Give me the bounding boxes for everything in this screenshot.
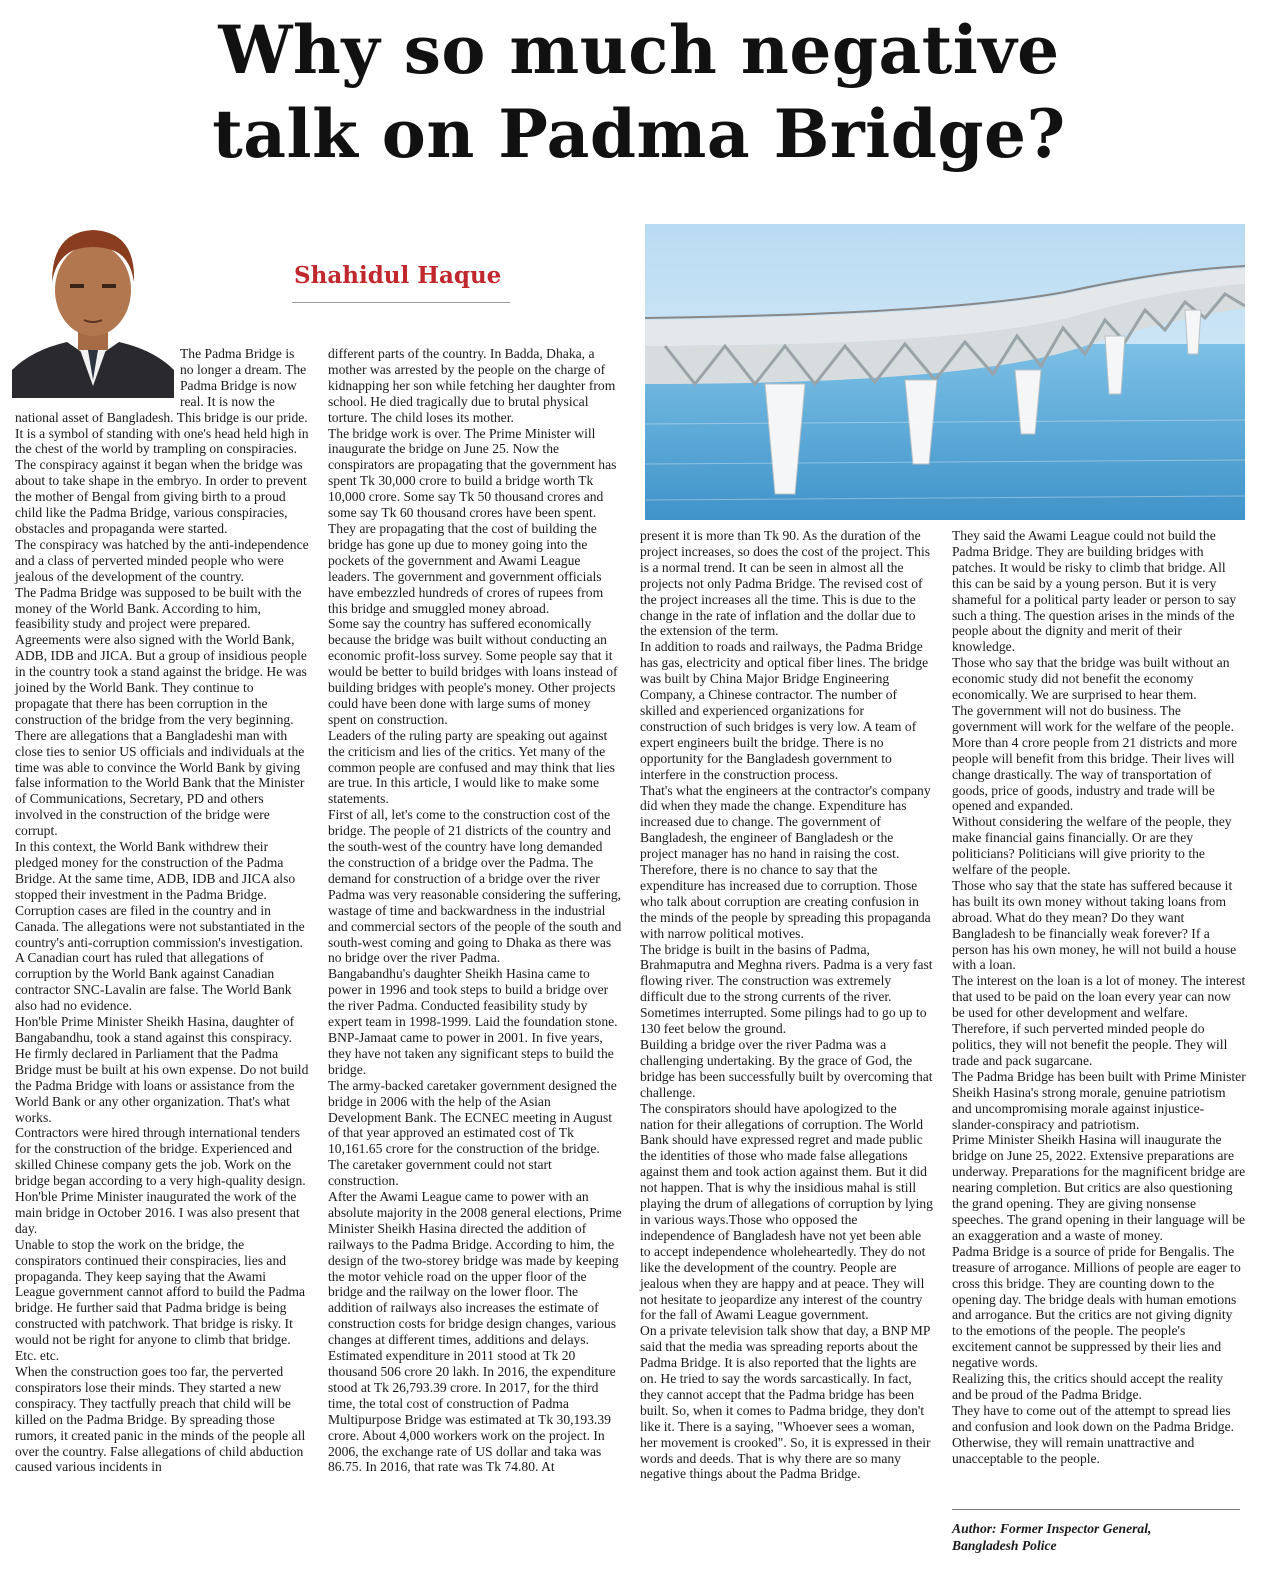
paragraph: Those who say that the state has suffered because it has built its own money without taking loans from abroad. What do they mean? Do they want Bangladesh to be financially weak forever? If a person has his own money, he will not build a house with a loan. [952,877,1237,973]
photo-wrap-spacer [15,346,180,398]
article-column-1 [15,346,309,1475]
paragraph: different parts of the country. In Badda, Dhaka, a mother was arrested by the people on the charge of kidnapping her son while fetching her daughter from school. He died tragically due to brutal physical torture. The child loses its mother. [328,346,616,425]
paragraph: There are allegations that a Bangladeshi man with close ties to senior US officials and individuals at the time was able to convince the World Bank by giving false information to the World Bank that the Minister of Communications, Secretary, PD and others involved in the construction of the bridge were corrupt. [15,727,305,839]
article-column-2 [328,346,622,1475]
headline-line-1: Why so much negative [218,11,1060,89]
paragraph: present it is more than Tk 90. As the duration of the project increases, so does the cost of the project. This is a normal trend. It can be seen in almost all the projects not only Padma Bridge. The revised cost of the project increases all the time. This is due to the change in the rate of inflation and the dollar due to the extension of the term. [640,528,931,639]
paragraph: Hon'ble Prime Minister Sheikh Hasina, daughter of Bangabandhu, took a stand against this conspiracy. He firmly declared in Parliament that the Padma Bridge must be built at his own expense. Do not build the Padma Bridge with loans or assistance from the World Bank or any other organization. That's what works. [15,1014,309,1125]
paragraph: The bridge is built in the basins of Padma, Brahmaputra and Meghna rivers. Padma is a very fast flowing river. The construction was extremely difficult due to the strong currents of the river. Sometimes interrupted. Some pilings had to go up to 130 feet below the ground. [640,941,933,1037]
article-column-3 [640,528,934,1482]
byline-divider [292,302,510,303]
paragraph: In this context, the World Bank withdrew their pledged money for the construction of the Padma Bridge. At the same time, ADB, IDB and JICA also stopped their investment in the Padma Bridge. Corruption cases are filed in the country and in Canada. The allegations were not substantiated in the country's anti-corruption commission's investigation. A Canadian court has ruled that allegations of corruption by the World Bank against Canadian contractor SNC-Lavalin are false. The World Bank also had no evidence. [15,839,305,1014]
paragraph: When the construction goes too far, the perverted conspirators lose their minds. They started a new conspiracy. They tactfully preach that child will be killed on the Padma Bridge. By spreading those rumors, it created panic in the minds of the people all over the country. False allegations of child abduction caused various incidents in [15,1364,306,1475]
paragraph: The bridge work is over. The Prime Minister will inaugurate the bridge on June 25. Now the conspirators are propagating that the government has spent Tk 30,000 crore to build a bridge worth Tk 10,000 crore. Some say Tk 50 thousand crores and some say Tk 60 thousand crores have been spent. They are propagating that the cost of building the bridge has gone up due to money going into the pockets of the government and Awami League leaders. The government and government officials have embezzled hundreds of crores of rupees from this bridge and smuggled money abroad. [328,425,617,616]
paragraph: That's what the engineers at the contractor's company did when they made the change. Expenditure has increased due to change. The government of Bangladesh, the engineer of Bangladesh or the project manager has no hand in raising the cost. Therefore, there is no chance to say that the expenditure has increased due to corruption. Those who talk about corruption are creating confusion in the minds of the people by spreading this propaganda with narrow political motives. [640,782,931,941]
paragraph: On a private television talk show that day, a BNP MP said that the media was spreading reports about the Padma Bridge. It is also reported that the lights are on. He tried to say the words sarcastically. In fact, they cannot accept that the Padma bridge has been built. So, when it comes to Padma bridge, they don't like it. There is a saying, "Whoever sees a woman, her movement is crooked". So, it is expressed in their words and deeds. That is why there are so many negative things about the Padma Bridge. [640,1323,931,1482]
paragraph: Bangabandhu's daughter Sheikh Hasina came to power in 1996 and took steps to build a bridge over the river Padma. Conducted feasibility study by expert team in 1998-1999. Laid the foundation stone. BNP-Jamaat came to power in 2001. In five years, they have not taken any significant steps to build the bridge. [328,966,618,1077]
author-note [952,1520,1252,1554]
paragraph: Hon'ble Prime Minister inaugurated the work of the main bridge in October 2016. I was also present that day. [15,1189,300,1236]
paragraph: Realizing this, the critics should accept the reality and be proud of the Padma Bridge. [952,1371,1224,1402]
paragraph: The Padma Bridge has been built with Prime Minister Sheikh Hasina's strong morale, genuine patriotism and uncompromising morale against injustice-slander-conspiracy and patriotism. [952,1068,1246,1132]
paragraph: First of all, let's come to the construction cost of the bridge. The people of 21 districts of the country and the south-west of the country have long demanded the construction of a bridge over the Padma. The demand for construction of a bridge over the river Padma was very reasonable considering the suffering, wastage of time and backwardness in the industrial and commercial sectors of the people of the south and south-west coming and going to Dhaka as there was no bridge over the river Padma. [328,807,622,966]
paragraph: They have to come out of the attempt to spread lies and confusion and look down on the Padma Bridge. Otherwise, they will remain unattractive and unacceptable to the people. [952,1402,1235,1466]
paragraph: Some say the country has suffered economically because the bridge was built without conducting an economic profit-loss survey. Some people say that it would be better to build bridges with loans instead of building bridges with people's money. Other projects could have been done with large sums of money spent on construction. [328,616,618,727]
headline [0,8,1278,176]
paragraph: Unable to stop the work on the bridge, the conspirators continued their conspiracies, lies and propaganda. They keep saying that the Awami League government cannot afford to build the Padma bridge. He further said that Padma bridge is being constructed with patchwork. That bridge is risky. It would not be right for anyone to climb that bridge. Etc. etc. [15,1236,306,1364]
paragraph: Building a bridge over the river Padma was a challenging undertaking. By the grace of God, the bridge has been successfully built by overcoming that challenge. [640,1037,933,1100]
paragraph: In addition to roads and railways, the Padma Bridge has gas, electricity and optical fiber lines. The bridge was built by China Major Bridge Engineering Company, a Chinese contractor. The number of skilled and experienced organizations for construction of such bridges is very low. A team of expert engineers built the bridge. There is no opportunity for the Bangladesh government to interfere in the construction process. [640,639,929,782]
paragraph: The conspirators should have apologized to the nation for their allegations of corruption. The World Bank should have expressed regret and made public the identities of those who made false allegations against them and took action against them. But it did not happen. That is why the insidious mahal is still playing the drum of allegations of corruption by lying in various ways.Those who opposed the independence of Bangladesh have not yet been able to accept independence wholeheartedly. They do not like the development of the country. People are jealous when they are happy and at peace. They will not hesitate to jeopardize any interest of the country for the fall of Awami League government. [640,1100,933,1323]
author-note-line-2: Bangladesh Police [952,1538,1057,1553]
padma-bridge-photo [645,224,1245,520]
paragraph: The Padma Bridge was supposed to be built with the money of the World Bank. According to him, feasibility study and project were prepared. Agreements were also signed with the World Bank, ADB, IDB and JICA. But a group of insidious people in the country took a stand against the bridge. He was joined by the World Bank. They continue to propagate that there has been corruption in the construction of the bridge from the very beginning. [15,584,307,727]
paragraph: Those who say that the bridge was built without an economic study did not benefit the economy economically. We are surprised to hear them. [952,655,1230,703]
paragraph: Without considering the welfare of the people, they make financial gains financially. Or are they politicians? Politicians will give priority to the welfare of the people. [952,814,1232,878]
headline-line-2: talk on Padma Bridge? [212,95,1066,173]
paragraph: The conspiracy was hatched by the anti-independence and a class of perverted minded people who were jealous of the development of the country. [15,536,309,584]
article-column-4 [952,528,1246,1466]
byline: Shahidul Haque [294,262,502,289]
paragraph: Prime Minister Sheikh Hasina will inaugurate the bridge on June 25, 2022. Extensive preparations are underway. Preparations for the magnificent bridge are nearing completion. But critics are also questioning the grand opening. They are giving nonsense speeches. The grand opening in their language will be an exaggeration and a waste of money. [952,1132,1246,1243]
paragraph: The army-backed caretaker government designed the bridge in 2006 with the help of the Asian Development Bank. The ECNEC meeting in August of that year approved an estimated cost of Tk 10,161.65 crore for the construction of the bridge. The caretaker government could not start construction. [328,1077,617,1189]
paragraph: Contractors were hired through international tenders for the construction of the bridge. Experienced and skilled Chinese company gets the job. Work on the bridge began according to a very high-quality design. [15,1125,306,1189]
author-note-line-1: Author: Former Inspector General, [952,1521,1152,1536]
paragraph: Padma Bridge is a source of pride for Bengalis. The treasure of arrogance. Millions of people are eager to cross this bridge. They are counting down to the opening day. The bridge deals with human emotions and arrogance. But the critics are not giving dignity to the emotions of the people. The people's excitement cannot be suppressed by their lies and negative words. [952,1243,1241,1371]
paragraph: The Padma Bridge is no longer a dream. The Padma Bridge is now real. It is now the national asset of Bangladesh. This bridge is our pride. It is a symbol of standing with one's head held high in the chest of the world by trampling on conspiracies. The conspiracy against it began when the bridge was about to take shape in the embryo. In order to prevent the mother of Bengal from giving birth to a proud child like the Padma Bridge, various conspiracies, obstacles and propaganda were started. [15,346,309,536]
author-divider [952,1509,1240,1510]
paragraph: The interest on the loan is a lot of money. The interest that used to be paid on the loan every year can now be used for other development and welfare. Therefore, if such perverted minded people do politics, they will not benefit the people. They will trade and pack sugarcane. [952,973,1246,1068]
paragraph: After the Awami League came to power with an absolute majority in the 2008 general elections, Prime Minister Sheikh Hasina directed the addition of railways to the Padma Bridge. According to him, the design of the two-storey bridge was made by keeping the motor vehicle road on the upper floor of the bridge and the railway on the lower floor. The addition of railways also increases the estimate of construction costs for bridge design changes, various changes at different times, additions and delays. Estimated expenditure in 2011 stood at Tk 20 thousand 506 crore 20 lakh. In 2016, the expenditure stood at Tk 26,793.39 crore. In 2017, for the third time, the total cost of construction of Padma Multipurpose Bridge was estimated at Tk 30,193.39 crore. About 4,000 workers work on the project. In 2006, the exchange rate of US dollar and taka was 86.75. In 2016, that rate was Tk 74.80. At [328,1189,622,1475]
paragraph: They said the Awami League could not build the Padma Bridge. They are building bridges with patches. It would be risky to climb that bridge. All this can be said by a young person. But it is very shameful for a political party leader or person to say such a thing. The question arises in the minds of the people about the dignity and merit of their knowledge. [952,528,1237,655]
paragraph: Leaders of the ruling party are speaking out against the criticism and lies of the critics. Yet many of the common people are confused and may think that lies are true. In this article, I would like to make some statements. [328,727,615,807]
paragraph: The government will not do business. The government will work for the welfare of the people. More than 4 crore people from 21 districts and more people will benefit from this bridge. Their lives will change drastically. The way of transportation of goods, price of goods, industry and trade will be opened and expanded. [952,702,1238,814]
